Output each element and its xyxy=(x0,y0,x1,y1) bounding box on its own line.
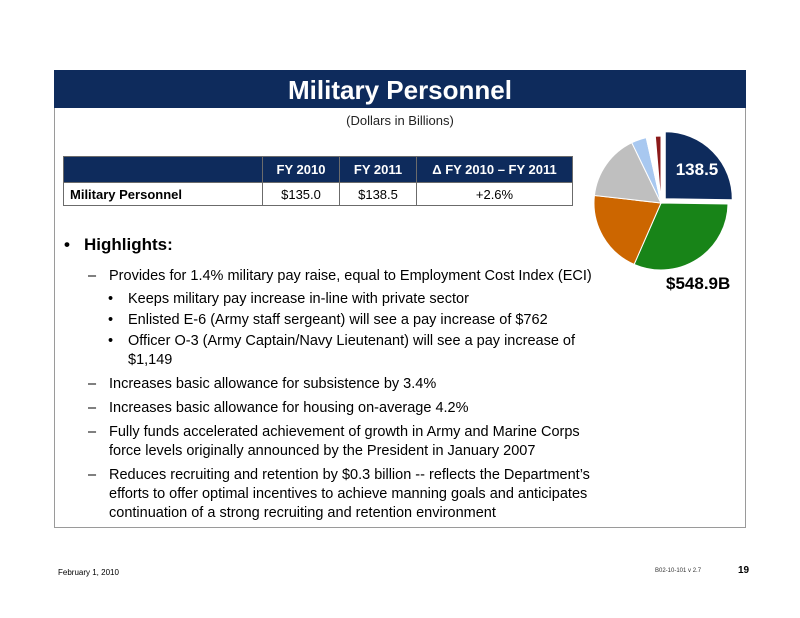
highlights-heading-text: Highlights: xyxy=(84,235,173,254)
table-header-row xyxy=(64,157,573,183)
table-cell-fy2010: $135.0 xyxy=(263,183,340,206)
dash-icon: – xyxy=(88,400,97,416)
dash-icon: – xyxy=(88,467,97,483)
highlights-heading xyxy=(64,235,173,255)
page-subtitle: (Dollars in Billions) xyxy=(346,113,454,128)
page-number: 19 xyxy=(738,565,750,576)
list-item-text: Increases basic allowance for subsistence by 3.4% xyxy=(109,376,437,392)
pie-total-label: $548.9B xyxy=(666,274,731,293)
budget-pie-chart xyxy=(591,123,741,278)
list-item-text-continued: $1,149 xyxy=(128,352,173,368)
dash-icon: – xyxy=(88,268,97,284)
table-header-blank xyxy=(64,157,263,183)
list-item-text: Officer O-3 (Army Captain/Navy Lieutenant) will see a pay increase of xyxy=(128,333,576,349)
table-cell-fy2011: $138.5 xyxy=(340,183,417,206)
page-title: Military Personnel xyxy=(54,70,746,108)
bullet-icon: • xyxy=(64,235,70,254)
table-header-delta: Δ FY 2010 – FY 2011 xyxy=(417,157,573,183)
list-item-text-continued: efforts to offer optimal incentives to achieve manning goals and anticipates xyxy=(109,486,588,502)
personnel-table xyxy=(63,156,573,206)
bullet-icon: • xyxy=(108,312,114,328)
table-row xyxy=(64,183,573,206)
dash-icon: – xyxy=(88,376,97,392)
dash-icon: – xyxy=(88,424,97,440)
table-header-fy2010: FY 2010 xyxy=(263,157,340,183)
table-cell-delta: +2.6% xyxy=(417,183,573,206)
list-item-text: Increases basic allowance for housing on-average 4.2% xyxy=(109,400,469,416)
bullet-icon: • xyxy=(108,291,114,307)
pie-highlight-label: 138.5 xyxy=(675,160,719,179)
table-header-fy2011: FY 2011 xyxy=(340,157,417,183)
table-cell-label: Military Personnel xyxy=(64,183,263,206)
list-item-text-continued: force levels originally announced by the President in January 2007 xyxy=(109,443,536,459)
list-item-text-continued: continuation of a strong recruiting and retention environment xyxy=(109,505,496,521)
footer-date: February 1, 2010 xyxy=(58,568,119,577)
footer-code: B02-10-101 v 2.7 xyxy=(655,568,702,574)
list-item-text: Reduces recruiting and retention by $0.3 billion -- reflects the Department’s xyxy=(109,467,590,483)
list-item-text: Enlisted E-6 (Army staff sergeant) will see a pay increase of $762 xyxy=(128,312,548,328)
list-item-text: Keeps military pay increase in-line with private sector xyxy=(128,291,469,307)
list-item-text: Fully funds accelerated achievement of growth in Army and Marine Corps xyxy=(109,424,580,440)
list-item-text: Provides for 1.4% military pay raise, equal to Employment Cost Index (ECI) xyxy=(109,268,592,284)
bullet-icon: • xyxy=(108,333,114,349)
